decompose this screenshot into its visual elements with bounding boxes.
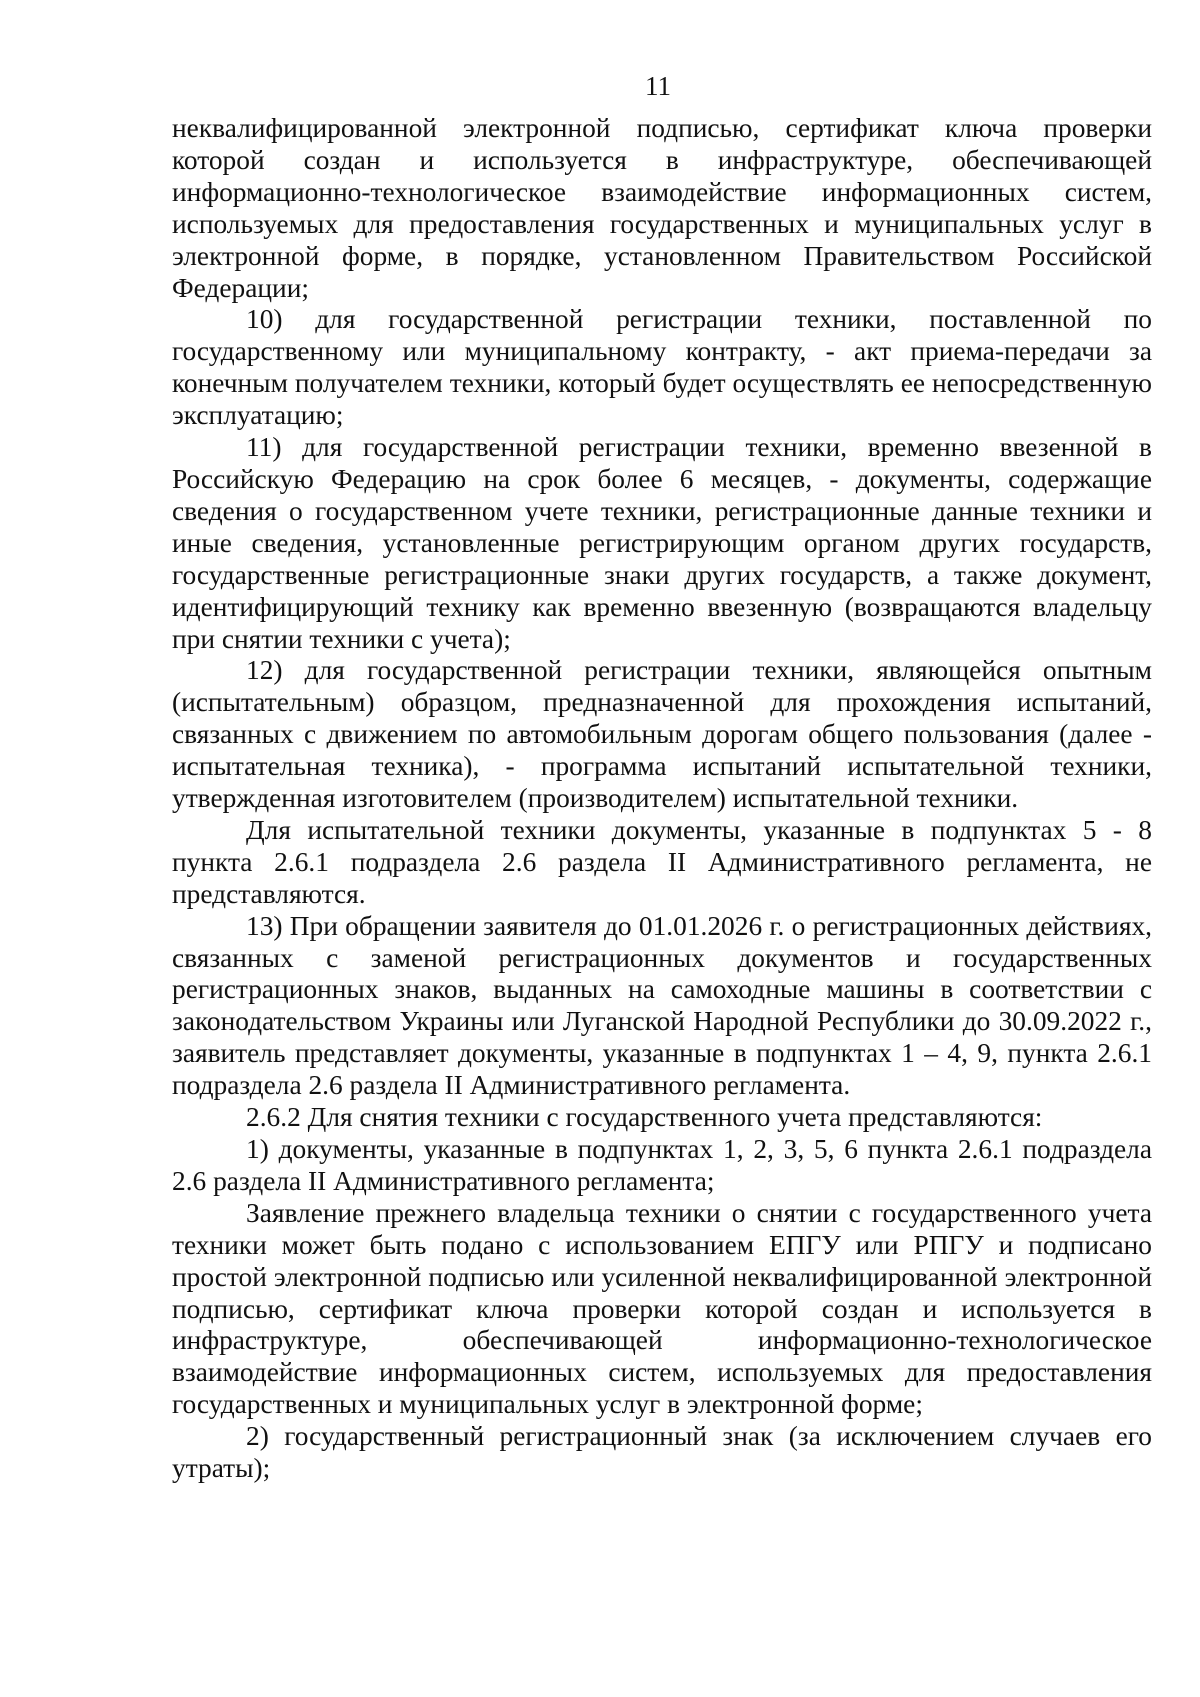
page-number: 11	[645, 71, 671, 101]
paragraph: 2) государственный регистрационный знак (за исключением случаев его утраты);	[172, 1421, 1152, 1484]
paragraph: Заявление прежнего владельца техники о снятии с государственного учета техники может быть подано с использованием ЕПГУ или РПГУ и подписано простой электронной подписью или усиленной неквалифицированной электронной подписью, сертификат ключа проверки которой создан и используется в инфраструктуре, обеспечивающей информационно-технологическое взаимодействие информационных систем, используемых для предоставления государственных и муниципальных услуг в электронной форме;	[172, 1197, 1152, 1420]
paragraph: Для испытательной техники документы, указанные в подпунктах 5 - 8 пункта 2.6.1 подраздела 2.6 раздела II Административного регламента, не представляются.	[172, 814, 1152, 909]
paragraph: 13) При обращении заявителя до 01.01.2026 г. о регистрационных действиях, связанных с заменой регистрационных документов и государственных регистрационных знаков, выданных на самоходные машины в соответствии с законодательством Украины или Луганской Народной Республики до 30.09.2022 г., заявитель представляет документы, указанные в подпунктах 1 – 4, 9, пункта 2.6.1 подраздела 2.6 раздела II Административного регламента.	[172, 910, 1152, 1101]
paragraph: 10) для государственной регистрации техники, поставленной по государственному или муниципальному контракту, - акт приема-передачи за конечным получателем техники, который будет осуществлять ее непосредственную эксплуатацию;	[172, 304, 1152, 431]
paragraph: 1) документы, указанные в подпунктах 1, 2, 3, 5, 6 пункта 2.6.1 подраздела 2.6 раздела II Административного регламента;	[172, 1134, 1152, 1196]
paragraph: неквалифицированной электронной подписью, сертификат ключа проверки которой создан и используется в инфраструктуре, обеспечивающей информационно-технологическое взаимодействие информационных систем, используемых для предоставления государственных и муниципальных услуг в электронной форме, в порядке, установленном Правительством Российской Федерации;	[172, 113, 1152, 303]
document-body	[172, 113, 1152, 1485]
paragraph: 2.6.2 Для снятия техники с государственного учета представляются:	[246, 1102, 1043, 1133]
paragraph: 12) для государственной регистрации техники, являющейся опытным (испытательным) образцом, предназначенной для прохождения испытаний, связанных с движением по автомобильным дорогам общего пользования (далее - испытательная техника), - программа испытаний испытательной техники, утвержденная изготовителем (производителем) испытательной техники.	[172, 655, 1152, 814]
paragraph: 11) для государственной регистрации техники, временно ввезенной в Российскую Федерацию на срок более 6 месяцев, - документы, содержащие сведения о государственном учете техники, регистрационные данные техники и иные сведения, установленные регистрирующим органом других государств, государственные регистрационные знаки других государств, а также документ, идентифицирующий технику как временно ввезенную (возвращаются владельцу при снятии техники с учета);	[172, 432, 1152, 654]
